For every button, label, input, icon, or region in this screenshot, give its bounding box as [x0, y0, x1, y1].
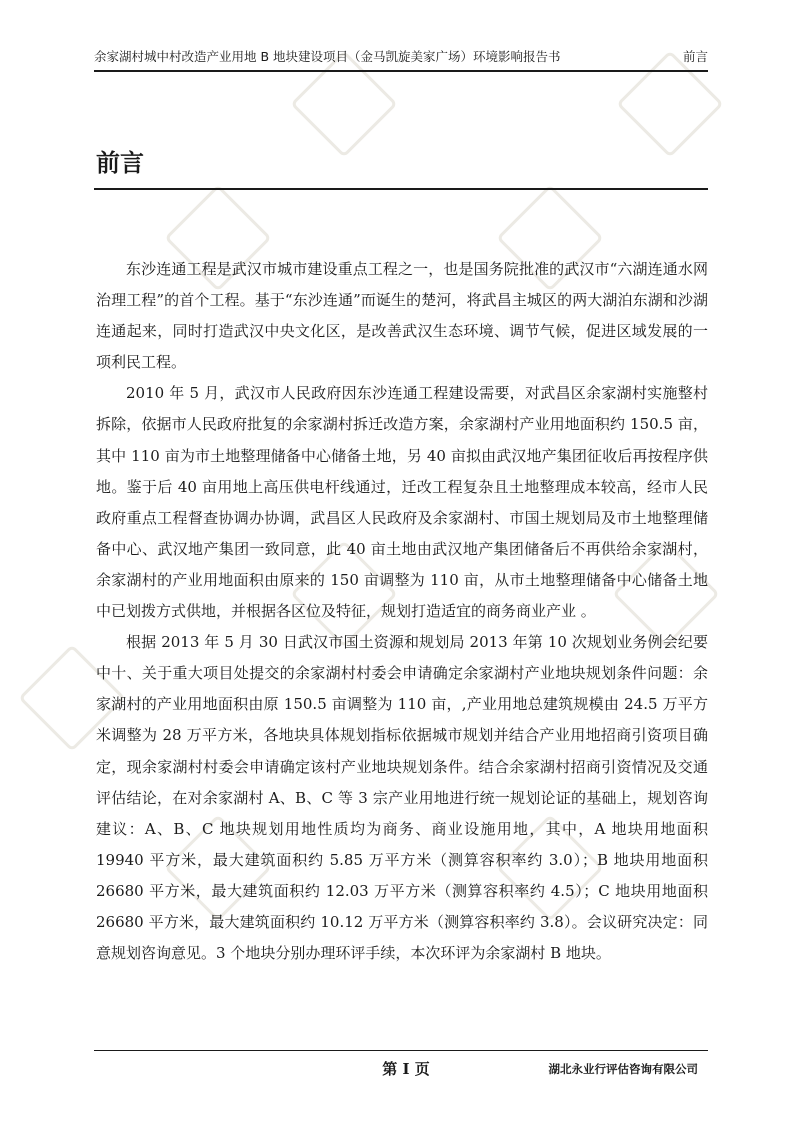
page-number: 第 I 页 — [382, 1060, 430, 1078]
title-divider — [94, 188, 708, 190]
paragraph: 根据 2013 年 5 月 30 日武汉市国土资源和规划局 2013 年第 10 次规划业务例会纪要中十、关于重大项目处提交的余家湖村村委会申请确定余家湖村产业地块规划条件问题：余家湖村的产业用地面积由原 150.5 亩调整为 110 亩，,产业用地总建筑规模由 24.5 万平方米调整为 28 万平方米，各地块具体规划指标依据城市规划并结合产业用地招商引资项目确定，现余家湖村村委会申请确定该村产业地块规划条件。结合余家湖村招商引资情况及交通评估结论，在对余家湖村 A、B、C 等 3 宗产业用地进行统一规划论证的基础上，规划咨询建议：A、B、C 地块规划用地性质均为商务、商业设施用地，其中，A 地块用地面积 19940 平方米，最大建筑面积约 5.85 万平方米（测算容积率约 3.0）；B 地块用地面积 26680 平方米，最大建筑面积约 12.03 万平方米（测算容积率约 4.5）；C 地块用地面积 26680 平方米，最大建筑面积约 10.12 万平方米（测算容积率约 3.8）。会议研究决定：同意规划咨询意见。3 个地块分别办理环评手续，本次环评为余家湖村 B 地块。 — [96, 633, 708, 963]
paragraph: 2010 年 5 月，武汉市人民政府因东沙连通工程建设需要，对武昌区余家湖村实施整村拆除，依据市人民政府批复的余家湖村拆迁改造方案，余家湖村产业用地面积约 150.5 亩，其中 110 亩为市土地整理储备中心储备土地，另 40 亩拟由武汉地产集团征收后再按程序供地。鉴于后 40 亩用地上高压供电杆线通过，迁改工程复杂且土地整理成本较高，经市人民政府重点工程督查协调办协调，武昌区人民政府及余家湖村、市国土规划局及市土地整理储备中心、武汉地产集团一致同意，此 40 亩土地由武汉地产集团储备后不再供给余家湖村，余家湖村的产业用地面积由原来的 150 亩调整为 110 亩，从市土地整理储备中心储备土地中已划拨方式供地，并根据各区位及特征，规划打造适宜的商务商业产业 。 — [96, 384, 708, 621]
company-name: 湖北永业行评估咨询有限公司 — [548, 1062, 698, 1076]
page-title: 前言 — [96, 149, 144, 177]
body-text — [96, 254, 708, 969]
page-footer — [94, 1056, 708, 1082]
header-divider — [94, 70, 708, 72]
footer-divider — [94, 1050, 708, 1051]
header-section-name: 前言 — [682, 49, 708, 64]
header-document-title: 余家湖村城中村改造产业用地 B 地块建设项目（金马凯旋美家广场）环境影响报告书 — [94, 49, 561, 64]
page-header — [94, 46, 708, 68]
paragraph: 东沙连通工程是武汉市城市建设重点工程之一，也是国务院批准的武汉市“六湖连通水网治理工程”的首个工程。基于“东沙连通”而诞生的楚河，将武昌主城区的两大湖泊东湖和沙湖连通起来，同时打造武汉中央文化区，是改善武汉生态环境、调节气候，促进区域发展的一项利民工程。 — [96, 260, 708, 372]
